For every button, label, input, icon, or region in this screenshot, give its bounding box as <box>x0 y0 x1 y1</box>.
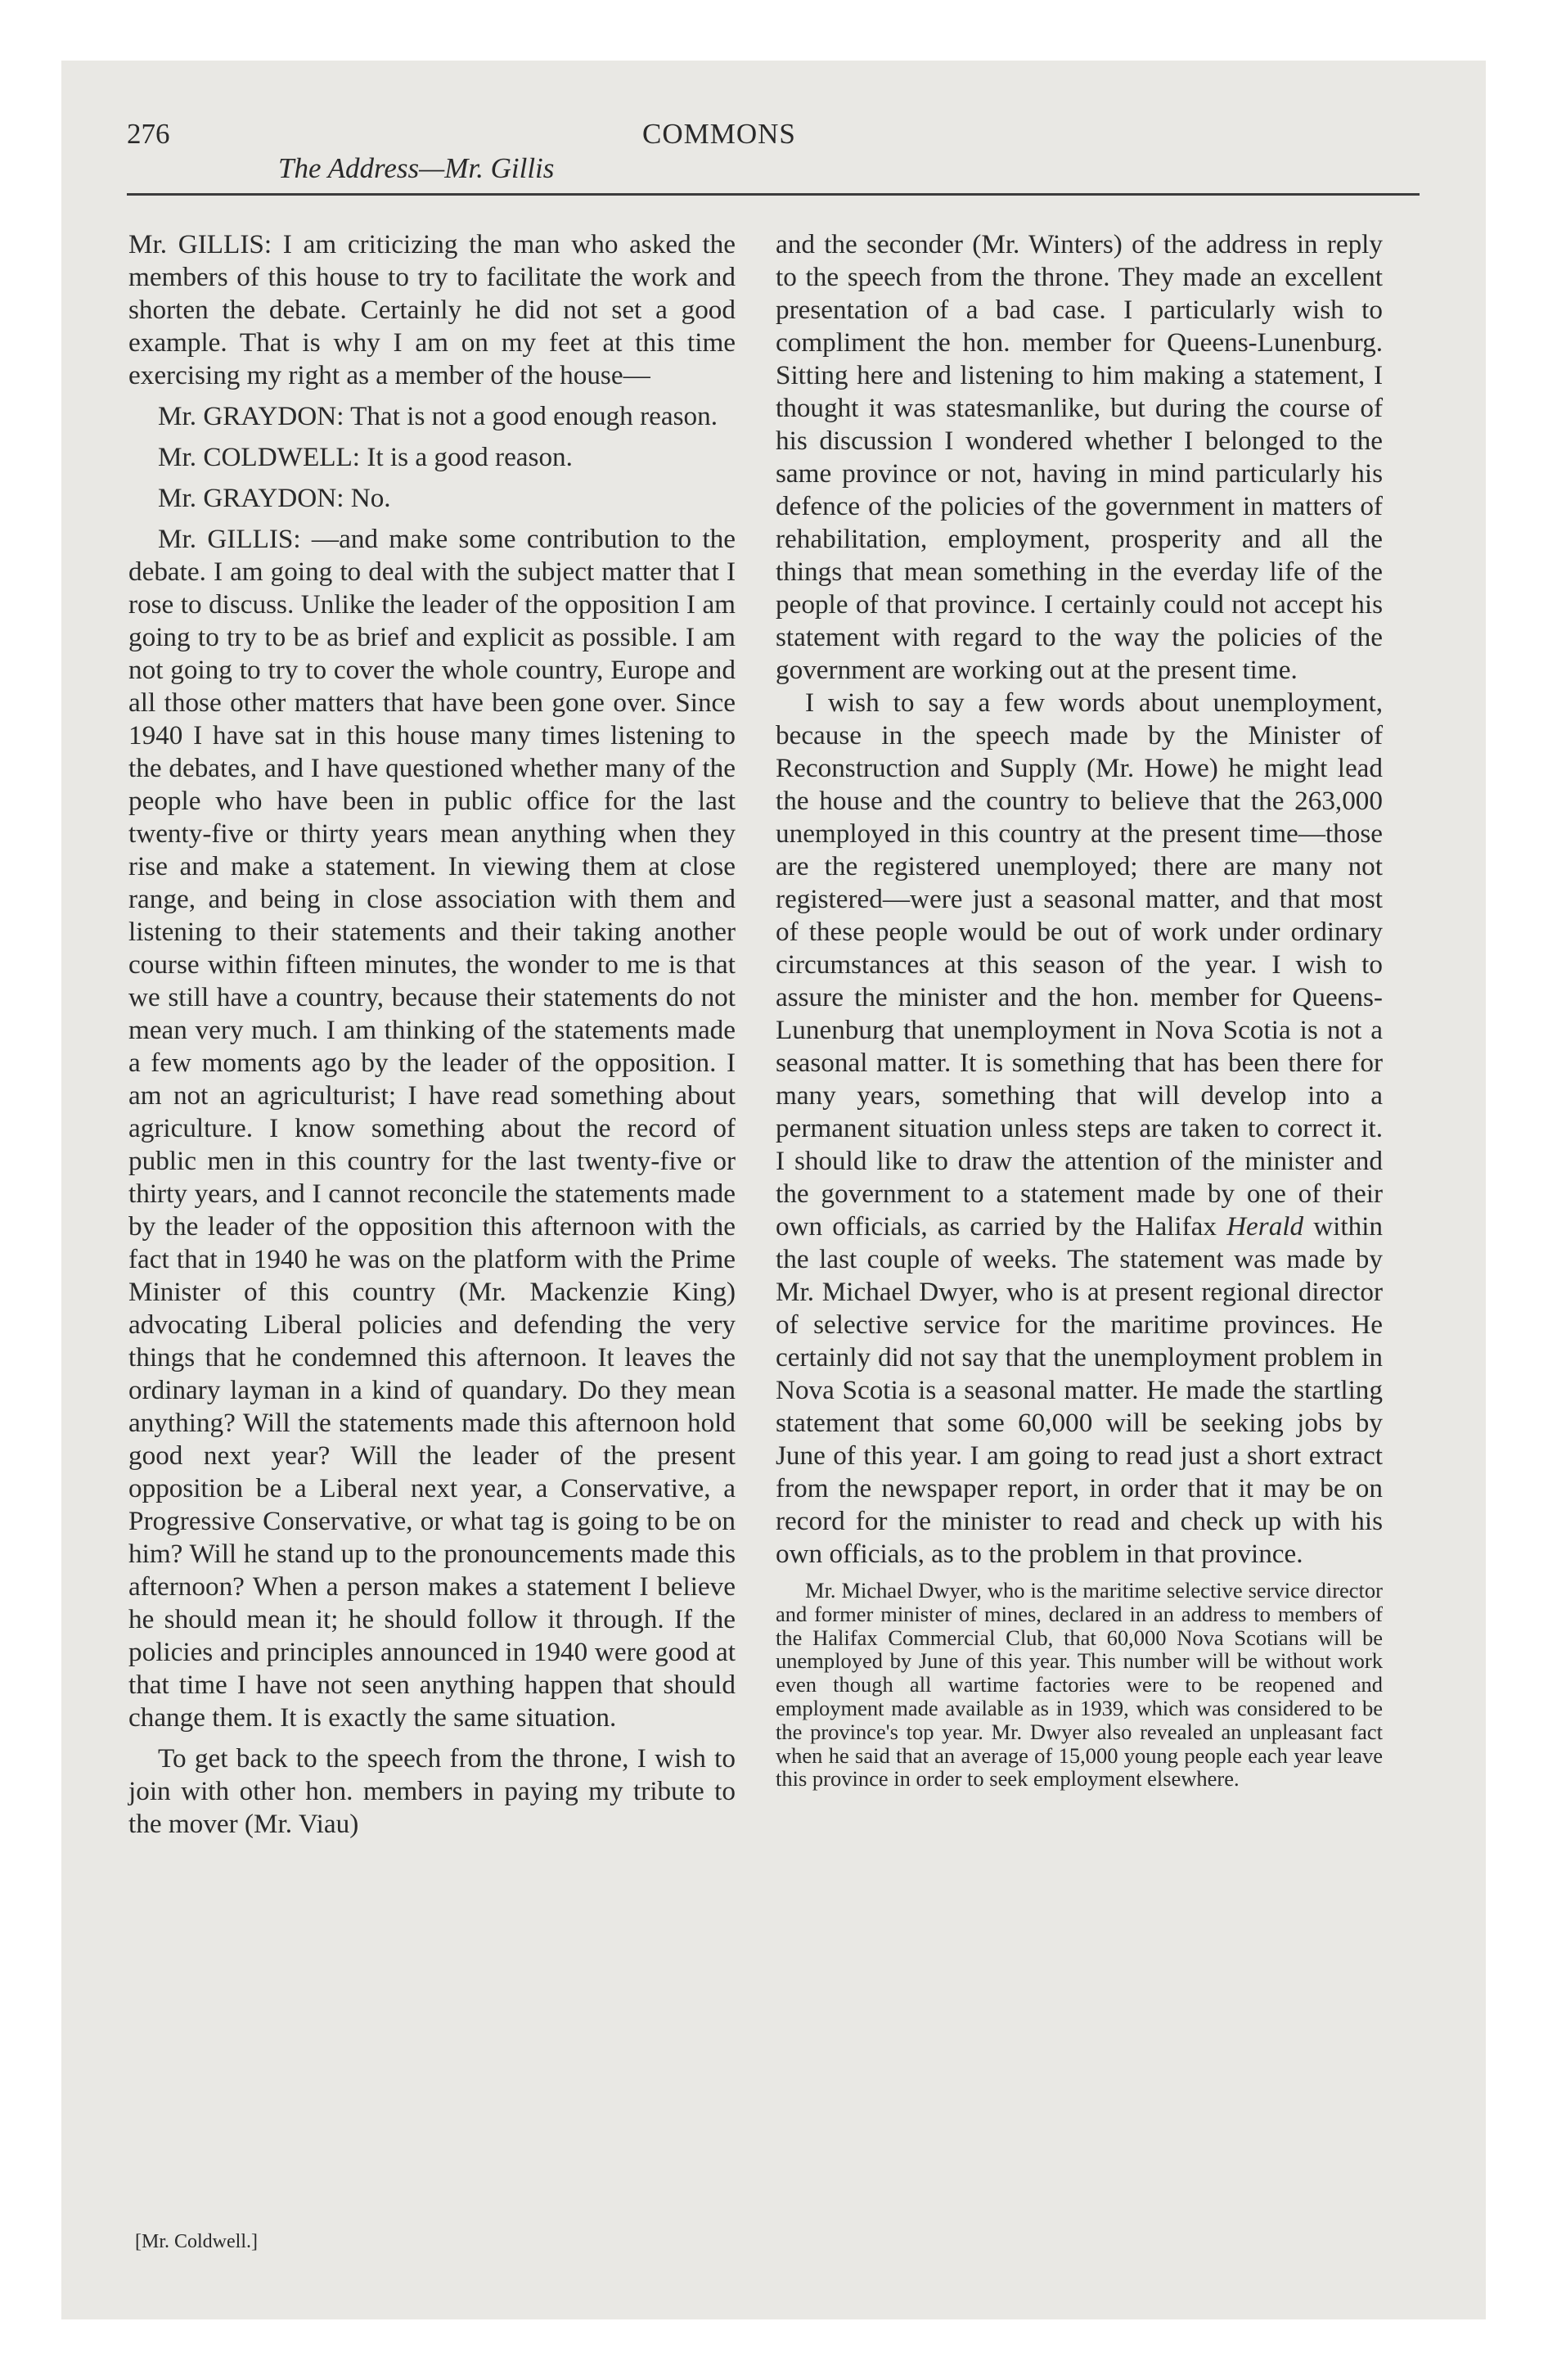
paragraph-text: I wish to say a few words about unemployment, because in the speech made by the Minister of Reconstruction and Supply (Mr. Howe) he might lead the house and the country to believe that the 263,000 unemployed in this country at the present time—those are the registered unemployed; there are many not registered—were just a seasonal matter, and that most of these people would be out of work under ordinary circumstances at this season of the year. I wish to assure the minister and the hon. member for Queens-Lunenburg that unemployment in Nova Scotia is not a seasonal matter. It is something that has been there for many years, something that will develop into a permanent situation unless steps are taken to correct it. I should like to draw the attention of the minister and the government to a statement made by one of their own officials, as carried by the Halifax <box>776 687 1383 1242</box>
header-divider <box>127 193 1420 196</box>
paragraph <box>776 687 1383 1571</box>
newspaper-title: Herald <box>1226 1211 1304 1242</box>
running-title: COMMONS <box>642 118 796 150</box>
speaker-footnote: [Mr. Coldwell.] <box>135 2231 258 2252</box>
page-number: 276 <box>127 118 170 150</box>
page-header <box>127 118 1420 193</box>
section-title: The Address—Mr. Gillis <box>278 152 555 184</box>
paragraph: Mr. GRAYDON: That is not a good enough reason. <box>158 401 718 431</box>
paragraph: Mr. COLDWELL: It is a good reason. <box>158 442 573 472</box>
quoted-extract: Mr. Michael Dwyer, who is the maritime selective service director and former minister of mines, declared in an address to members of the Halifax Commercial Club, that 60,000 Nova Scotians will be unemployed by June of this year. This number will be without work even though all wartime factories were to be reopened and employment made available as in 1939, which was considered to be the province's top year. Mr. Dwyer also revealed an unpleasant fact when he said that an average of 15,000 young people each year leave this province in order to seek employment elsewhere. <box>776 1578 1383 1792</box>
paragraph: Mr. GRAYDON: No. <box>158 483 391 513</box>
right-column <box>776 228 1383 1791</box>
paragraph: Mr. GILLIS: I am criticizing the man who asked the members of this house to try to facilitate the work and shorten the debate. Certainly he did not set a good example. That is why I am on my feet at this time exercising my right as a member of the house— <box>128 229 736 390</box>
document-page <box>61 61 1486 2319</box>
paragraph-text: within the last couple of weeks. The statement was made by Mr. Michael Dwyer, who is at present regional director of selective service for the maritime provinces. He certainly did not say that the unemployment problem in Nova Scotia is a seasonal matter. He made the startling statement that some 60,000 will be seeking jobs by June of this year. I am going to read just a short extract from the newspaper report, in order that it may be on record for the minister to read and check up with his own officials, as to the problem in that province. <box>776 1211 1384 1569</box>
paragraph: Mr. GILLIS: —and make some contribution to the debate. I am going to deal with the subject matter that I rose to discuss. Unlike the leader of the opposition I am going to try to be as brief and explicit as possible. I am not going to try to cover the whole country, Europe and all those other matters that have been gone over. Since 1940 I have sat in this house many times listening to the debates, and I have questioned whether many of the people who have been in public office for the last twenty-five or thirty years mean anything when they rise and make a statement. In viewing them at close range, and being in close association with them and listening to their statements and their taking another course within fifteen minutes, the wonder to me is that we still have a country, because their statements do not mean very much. I am thinking of the statements made a few moments ago by the leader of the opposition. I am not an agriculturist; I have read something about agriculture. I know something about the record of public men in this country for the last twenty-five or thirty years, and I cannot reconcile the statements made by the leader of the opposition this afternoon with the fact that in 1940 he was on the platform with the Prime Minister of this country (Mr. Mackenzie King) advocating Liberal policies and defending the very things that he condemned this afternoon. It leaves the ordinary layman in a kind of quandary. Do they mean anything? Will the statements made this afternoon hold good next year? Will the leader of the present opposition be a Liberal next year, a Conservative, a Progressive Conservative, or what tag is going to be on him? Will he stand up to the pronouncements made this afternoon? When a person makes a statement I believe he should mean it; he should follow it through. If the policies and principles announced in 1940 were good at that time I have not seen anything happen that should change them. It is exactly the same situation. <box>128 524 736 1733</box>
paragraph: To get back to the speech from the throne, I wish to join with other hon. members in paying my tribute to the mover (Mr. Viau) <box>128 1743 736 1839</box>
left-column <box>128 228 736 1841</box>
paragraph: and the seconder (Mr. Winters) of the address in reply to the speech from the throne. They made an excellent presentation of a bad case. I particularly wish to compliment the hon. member for Queens-Lunenburg. Sitting here and listening to him making a statement, I thought it was statesmanlike, but during the course of his discussion I wondered whether I belonged to the same province or not, having in mind particularly his defence of the policies of the government in matters of rehabilitation, employment, prosperity and all the things that mean something in the everday life of the people of that province. I certainly could not accept his statement with regard to the way the policies of the government are working out at the present time. <box>776 229 1383 685</box>
